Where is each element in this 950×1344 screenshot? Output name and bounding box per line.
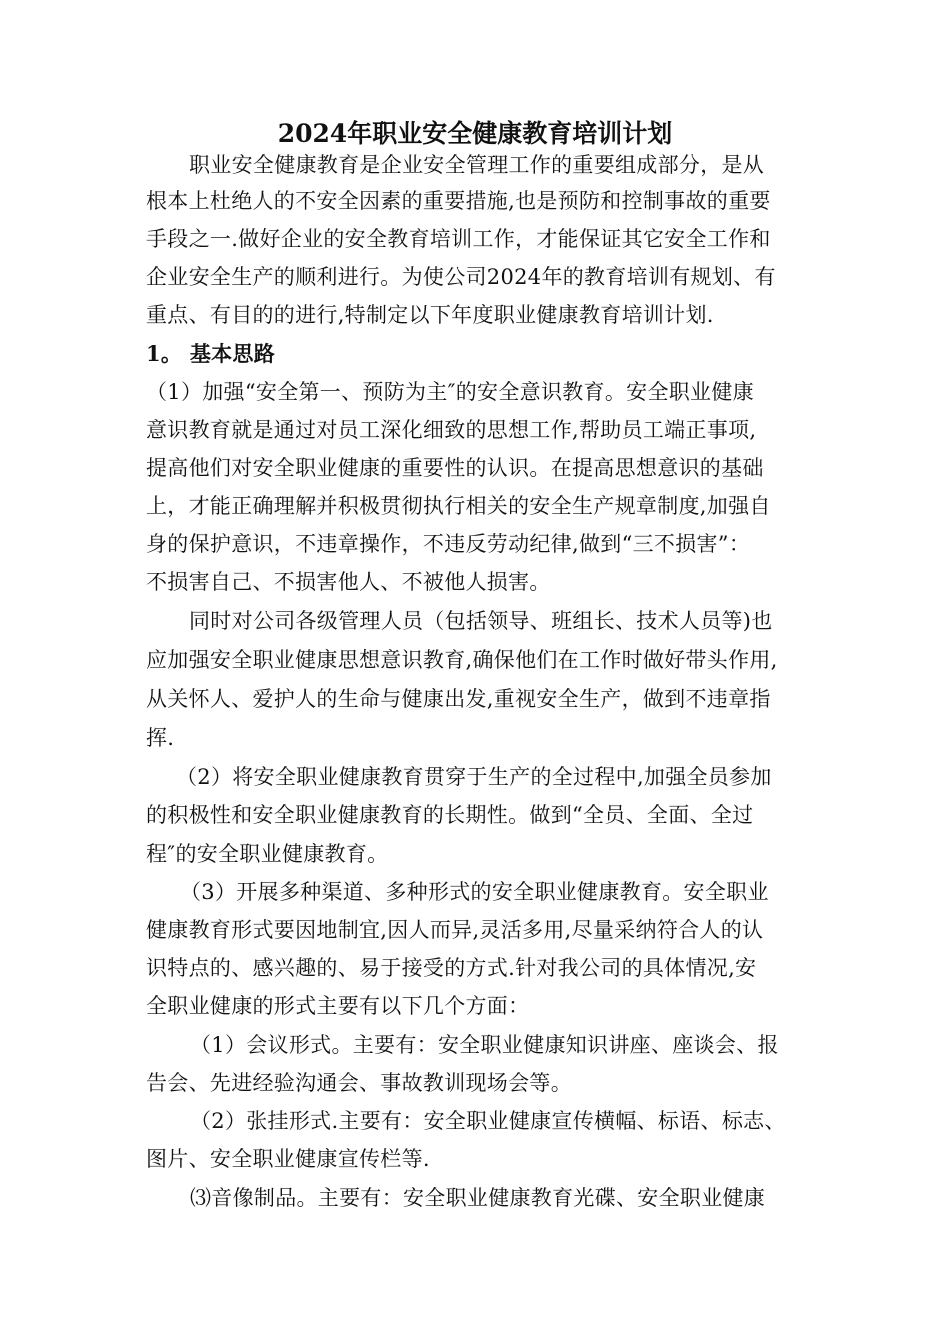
- section-heading: 1。 基本思路: [146, 341, 276, 366]
- paragraph-line: 意识教育就是通过对员工深化细致的思想工作,帮助员工端正事项,: [146, 418, 757, 442]
- paragraph-line: 上，才能正确理解并积极贯彻执行相关的安全生产规章制度,加强自: [146, 494, 771, 518]
- paragraph-line: 职业安全健康教育是企业安全管理工作的重要组成部分，是从: [189, 153, 765, 177]
- paragraph-line: 企业安全生产的顺利进行。为使公司2024年的教育培训有规划、有: [146, 265, 776, 289]
- paragraph-line: 同时对公司各级管理人员（包括领导、班组长、技术人员等)也: [189, 609, 773, 633]
- paragraph-line: 告会、先进经验沟通会、事故教训现场会等。: [146, 1071, 572, 1095]
- paragraph-line: ⑶音像制品。主要有：安全职业健康教育光碟、安全职业健康: [190, 1186, 766, 1210]
- paragraph-line: 根本上杜绝人的不安全因素的重要措施,也是预防和控制事故的重要: [146, 189, 771, 213]
- paragraph-line: （3）开展多种渠道、多种形式的安全职业健康教育。安全职业: [180, 880, 769, 904]
- paragraph-line: 全职业健康的形式主要有以下几个方面：: [146, 994, 530, 1018]
- paragraph-line: 从关怀人、爱护人的生命与健康出发,重视安全生产，做到不违章指: [146, 687, 771, 711]
- paragraph-line: 图片、安全职业健康宣传栏等.: [146, 1147, 430, 1171]
- paragraph-line: （1）加强“安全第一、预防为主″的安全意识教育。安全职业健康: [146, 380, 754, 404]
- paragraph-line: 的积极性和安全职业健康教育的长期性。做到“全员、全面、全过: [146, 803, 754, 827]
- paragraph-line: 身的保护意识，不违章操作，不违反劳动纪律,做到“三不损害”：: [146, 532, 751, 556]
- document-title: 2024年职业安全健康教育培训计划: [277, 119, 673, 148]
- paragraph-line: （2）张挂形式.主要有：安全职业健康宣传横幅、标语、标志、: [190, 1109, 786, 1133]
- paragraph-line: 识特点的、感兴趣的、易于接受的方式.针对我公司的具体情况,安: [146, 956, 757, 980]
- paragraph-line: 挥.: [146, 726, 175, 750]
- paragraph-line: 应加强安全职业健康思想意识教育,确保他们在工作时做好带头作用,: [146, 648, 778, 672]
- paragraph-line: （2）将安全职业健康教育贯穿于生产的全过程中,加强全员参加: [176, 765, 772, 789]
- paragraph-line: 手段之一.做好企业的安全教育培训工作，才能保证其它安全工作和: [146, 227, 771, 251]
- paragraph-line: 程″的安全职业健康教育。: [146, 842, 389, 866]
- paragraph-line: 健康教育形式要因地制宜,因人而异,灵活多用,尽量采纳符合人的认: [146, 918, 764, 942]
- paragraph-line: 提高他们对安全职业健康的重要性的认识。在提高思想意识的基础: [146, 456, 764, 480]
- paragraph-line: 不损害自己、不损害他人、不被他人损害。: [146, 570, 551, 594]
- paragraph-line: （1）会议形式。主要有：安全职业健康知识讲座、座谈会、报: [190, 1033, 779, 1057]
- paragraph-line: 重点、有目的的进行,特制定以下年度职业健康教育培训计划.: [146, 303, 714, 327]
